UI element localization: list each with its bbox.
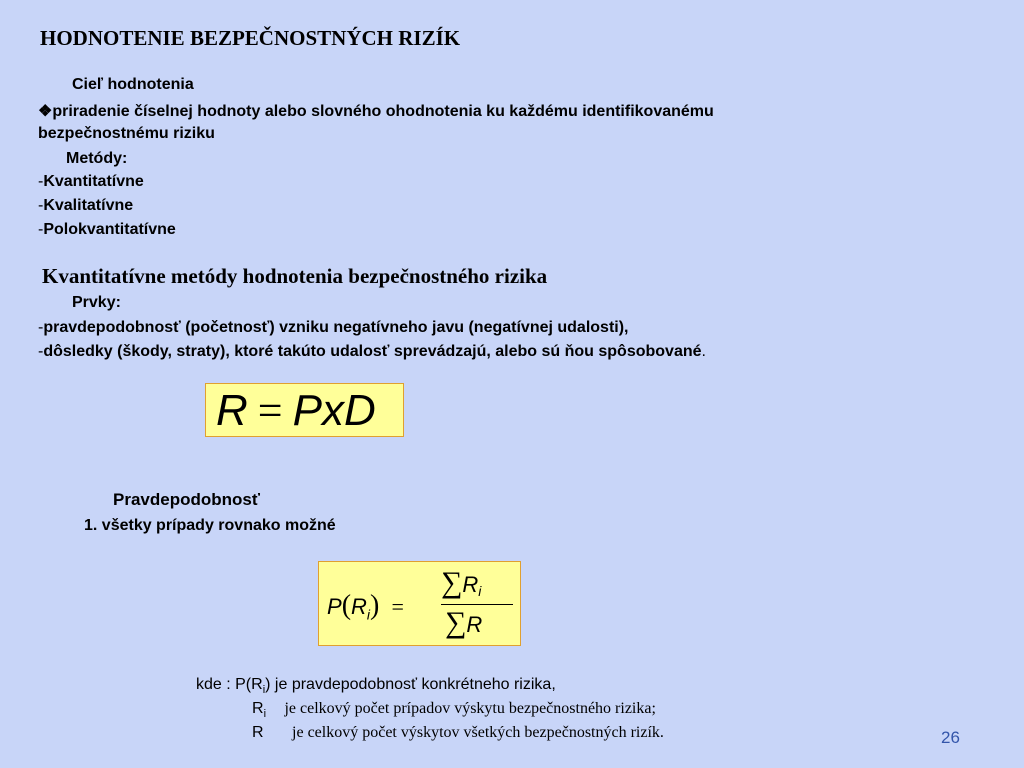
r-symbol: R (351, 594, 367, 619)
numerator-sub: i (478, 583, 482, 600)
fraction-denominator (445, 606, 482, 640)
main-formula-box (205, 383, 404, 437)
method-label: Kvantitatívne (43, 173, 144, 190)
ri-line (252, 700, 656, 720)
dash: - (38, 319, 44, 336)
where-prefix: kde : P(R (196, 676, 263, 693)
r-label: R (252, 724, 264, 741)
formula-rhs: PxD (292, 386, 376, 435)
prob-formula-lhs (327, 590, 404, 622)
fraction-bar (441, 604, 513, 605)
where-suffix: ) je pravdepodobnosť konkrétneho rizika, (265, 676, 556, 693)
method-label: Polokvantitatívne (43, 221, 176, 238)
goal-text-line1: priradenie číselnej hodnoty alebo slovného ohodnotenia ku každému identifikovanému (52, 103, 714, 120)
ri-label: R (252, 700, 264, 717)
equals-sign: = (391, 594, 404, 619)
elements-heading: Prvky: (72, 294, 121, 311)
goal-bullet-line (38, 101, 714, 121)
dash: - (38, 173, 44, 190)
goal-text-line2: bezpečnostnému riziku (38, 125, 215, 142)
probability-formula-box (318, 561, 521, 646)
page-number: 26 (941, 728, 960, 747)
element-period: . (701, 343, 706, 360)
sum-icon: ∑ (445, 606, 467, 639)
slide-title: HODNOTENIE BEZPEČNOSTNÝCH RIZÍK (40, 26, 461, 50)
ri-sub: i (263, 708, 267, 721)
element-text: pravdepodobnosť (početnosť) vzniku negatívneho javu (negatívnej udalosti), (43, 319, 629, 336)
formula-lhs: R (216, 386, 248, 435)
where-line (196, 676, 556, 696)
method-item (38, 197, 133, 215)
element-text: dôsledky (škody, straty), ktoré takúto udalosť sprevádzajú, alebo sú ňou spôsobované (43, 343, 702, 360)
open-paren: ( (341, 590, 352, 621)
element-item (38, 319, 629, 337)
method-item (38, 221, 176, 239)
method-label: Kvalitatívne (43, 197, 134, 214)
formula-equals: = (257, 386, 283, 435)
dash: - (38, 343, 44, 360)
denominator-r: R (466, 612, 483, 637)
dash: - (38, 197, 44, 214)
method-item (38, 173, 144, 191)
numerator-r: R (462, 572, 479, 597)
where-sub: i (262, 684, 266, 697)
diamond-bullet-icon: ❖ (38, 103, 53, 120)
sum-icon: ∑ (441, 566, 463, 599)
p-symbol: P (327, 594, 342, 619)
dash: - (38, 221, 44, 238)
element-item (38, 343, 706, 361)
prob-case: 1. všetky prípady rovnako možné (84, 517, 336, 534)
subscript-i: i (366, 606, 371, 623)
r-text: je celkový počet výskytov všetkých bezpečnostných rizík. (292, 724, 664, 741)
quant-heading: Kvantitatívne metódy hodnotenia bezpečnostného rizika (42, 264, 548, 288)
r-line (252, 724, 664, 742)
main-formula (216, 386, 376, 435)
goal-heading: Cieľ hodnotenia (72, 76, 194, 93)
close-paren: ) (370, 590, 380, 621)
ri-text: je celkový počet prípadov výskytu bezpečnostného rizika; (284, 700, 656, 717)
fraction-numerator (441, 566, 481, 600)
methods-heading: Metódy: (66, 150, 128, 167)
prob-heading: Pravdepodobnosť (113, 490, 260, 509)
